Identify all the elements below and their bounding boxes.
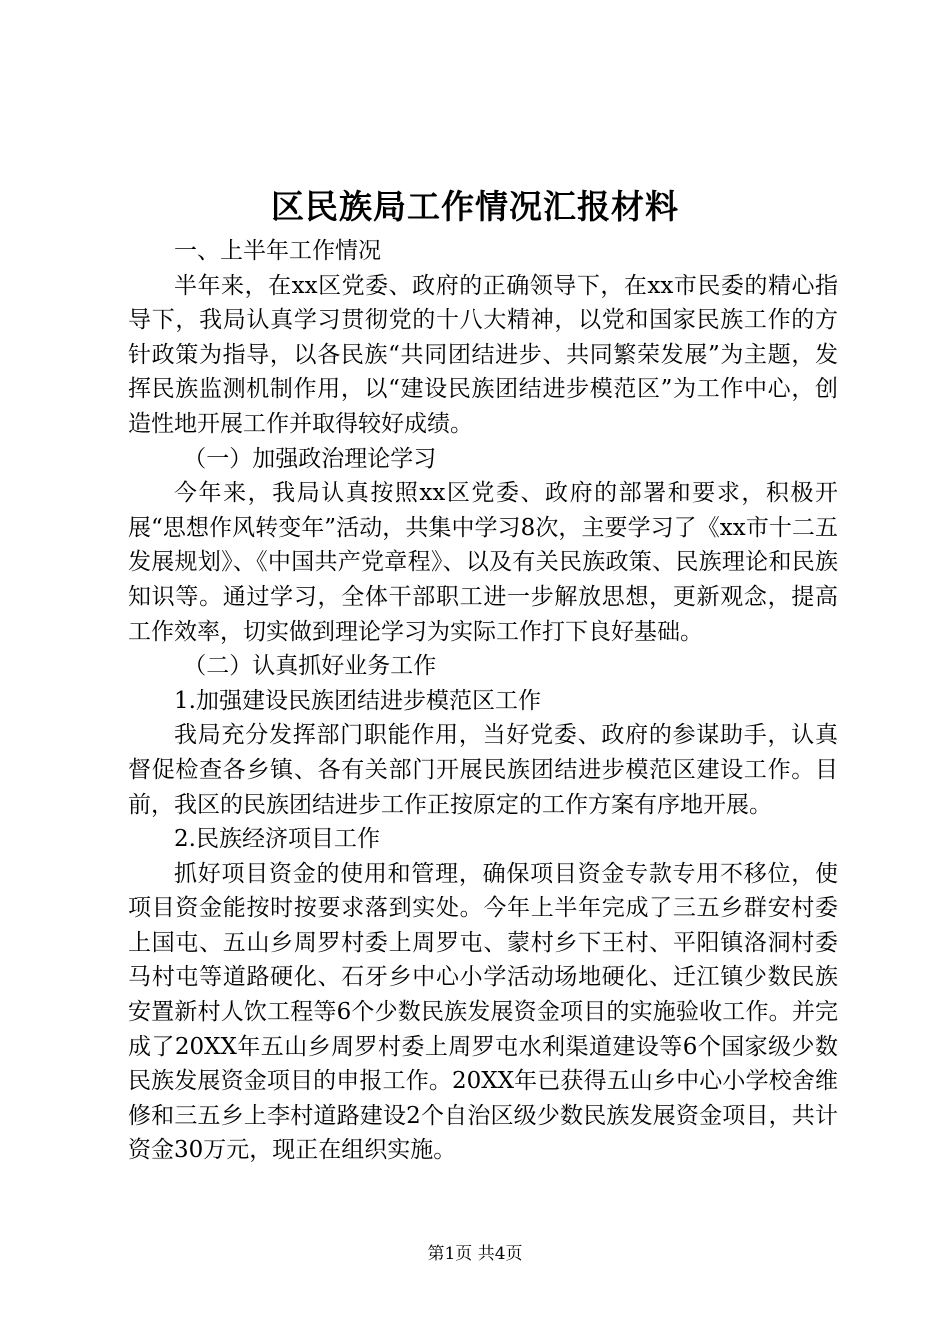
page-number: 第1页 <box>427 1244 473 1264</box>
item-heading-1: 1.加强建设民族团结进步模范区工作 <box>174 687 541 714</box>
section-heading-1: 一、上半年工作情况 <box>174 238 381 264</box>
document-body <box>128 234 838 1168</box>
page-footer <box>0 1242 950 1266</box>
paragraph: 我局充分发挥部门职能作用，当好党委、政府的参谋助手，认真督促检查各乡镇、各有关部门开展民族团结进步模范区建设工作。目前，我区的民族团结进步工作正按原定的工作方案有序地开展。 <box>128 722 838 818</box>
page-total: 共4页 <box>477 1244 523 1264</box>
document-title: 区民族局工作情况汇报材料 <box>271 187 679 226</box>
paragraph: 抓好项目资金的使用和管理，确保项目资金专款专用不移位，使项目资金能按时按要求落到实处。今年上半年完成了三五乡群安村委上国屯、五山乡周罗村委上周罗屯、蒙村乡下王村、平阳镇洛洞村委马村屯等道路硬化、石牙乡中心小学活动场地硬化、迁江镇少数民族安置新村人饮工程等6个少数民族发展资金项目的实施验收工作。并完成了20XX年五山乡周罗村委上周罗屯水利渠道建设等6个国家级少数民族发展资金项目的申报工作。20XX年已获得五山乡中心小学校舍维修和三五乡上李村道路建设2个自治区级少数民族发展资金项目，共计资金30万元，现正在组织实施。 <box>128 860 838 1164</box>
item-heading-2: 2.民族经济项目工作 <box>174 826 380 853</box>
paragraph: 今年来，我局认真按照xx区党委、政府的部署和要求，积极开展“思想作风转变年”活动，共集中学习8次，主要学习了《xx市十二五发展规划》、《中国共产党章程》、以及有关民族政策、民族理论和民族知识等。通过学习，全体干部职工进一步解放思想，更新观念，提高工作效率，切实做到理论学习为实际工作打下良好基础。 <box>128 480 838 645</box>
subsection-heading-1: （一）加强政治理论学习 <box>183 445 437 472</box>
paragraph: 半年来，在xx区党委、政府的正确领导下，在xx市民委的精心指导下，我局认真学习贯彻党的十八大精神，以党和国家民族工作的方针政策为指导，以各民族“共同团结进步、共同繁荣发展”为主题，发挥民族监测机制作用，以“建设民族团结进步模范区”为工作中心，创造性地开展工作并取得较好成绩。 <box>128 272 838 437</box>
subsection-heading-2: （二）认真抓好业务工作 <box>183 653 437 680</box>
